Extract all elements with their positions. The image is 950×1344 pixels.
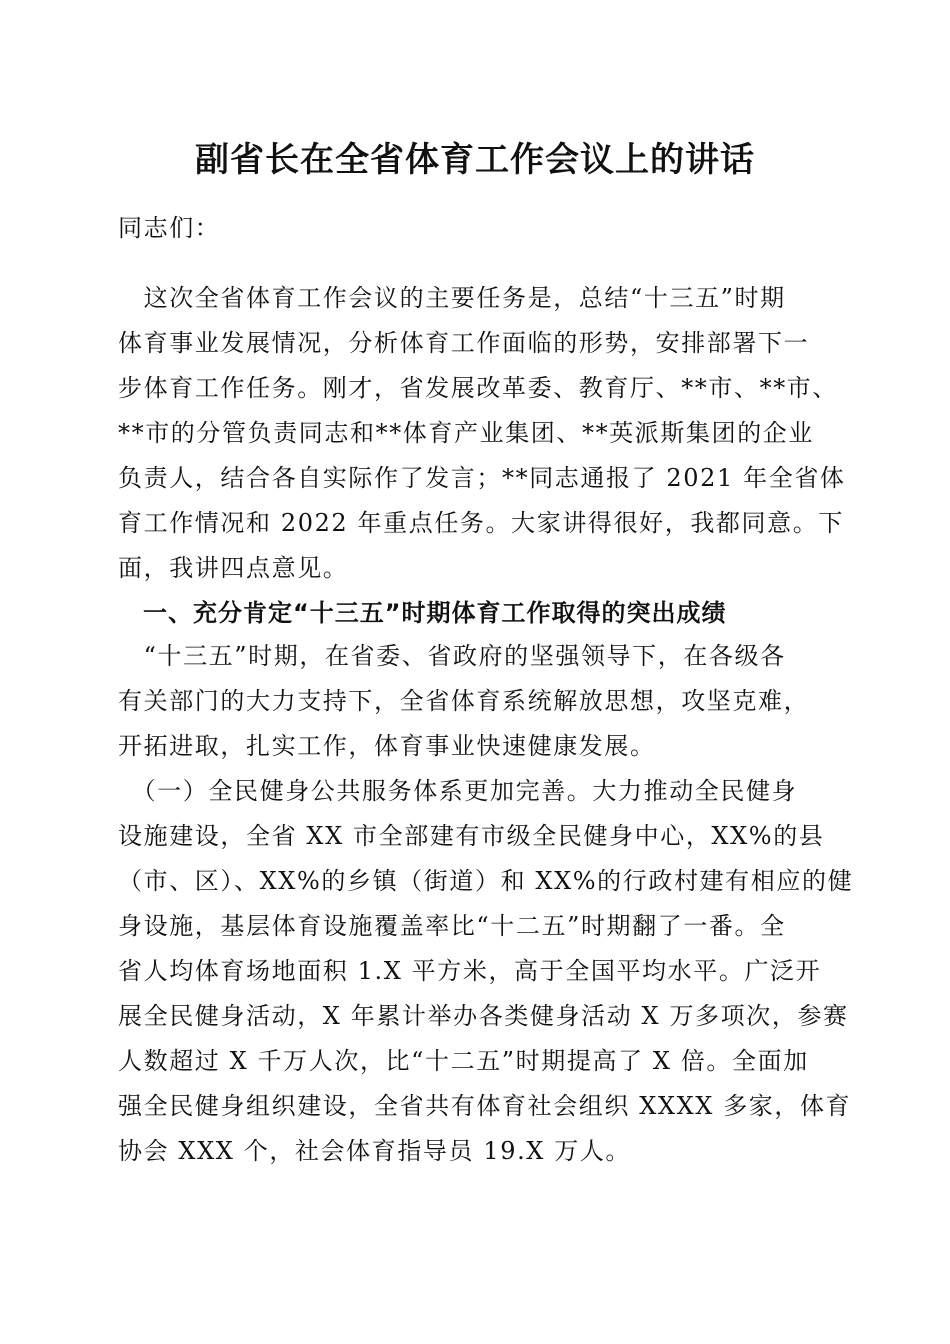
subsection-line: 展全民健身活动，X 年累计举办各类健身活动 X 万多项次，参赛 <box>118 1002 849 1030</box>
intro-line: 育工作情况和 2022 年重点任务。大家讲得很好，我都同意。下 <box>118 509 844 537</box>
section-line: 有关部门的大力支持下，全省体育系统解放思想，攻坚克难， <box>118 687 810 715</box>
subsection-line: 强全民健身组织建设，全省共有体育社会组织 XXXX 多家，体育 <box>118 1092 852 1120</box>
section-line: “十三五”时期，在省委、省政府的坚强领导下，在各级各 <box>118 642 786 670</box>
intro-line: 这次全省体育工作会议的主要任务是，总结“十三五”时期 <box>118 284 786 312</box>
subsection-line: 省人均体育场地面积 1.X 平方米，高于全国平均水平。广泛开 <box>118 957 822 985</box>
intro-line: 步体育工作任务。刚才，省发展改革委、教育厅、**市、**市、 <box>118 374 838 402</box>
subsection-line: 协会 XXX 个，社会体育指导员 19.X 万人。 <box>118 1137 632 1165</box>
salutation: 同志们： <box>118 214 221 242</box>
intro-line: **市的分管负责同志和**体育产业集团、**英派斯集团的企业 <box>118 419 814 447</box>
subsection-line: （一）全民健身公共服务体系更加完善。大力推动全民健身 <box>118 777 798 805</box>
subsection-line: 身设施，基层体育设施覆盖率比“十二五”时期翻了一番。全 <box>118 912 786 940</box>
section-line: 开拓进取，扎实工作，体育事业快速健康发展。 <box>118 732 656 760</box>
intro-line: 负责人，结合各自实际作了发言；**同志通报了 2021 年全省体 <box>118 464 846 492</box>
subsection-line: 人数超过 X 千万人次，比“十二五”时期提高了 X 倍。全面加 <box>118 1047 809 1075</box>
document-title: 副省长在全省体育工作会议上的讲话 <box>195 140 755 180</box>
section-heading: 一、充分肯定“十三五”时期体育工作取得的突出成绩 <box>118 599 727 627</box>
subsection-line: （市、区）、XX%的乡镇（街道）和 XX%的行政村建有相应的健 <box>118 867 854 895</box>
subsection-line: 设施建设，全省 XX 市全部建有市级全民健身中心，XX%的县 <box>118 822 825 850</box>
intro-line: 面，我讲四点意见。 <box>118 554 349 582</box>
intro-line: 体育事业发展情况，分析体育工作面临的形势，安排部署下一 <box>118 329 810 357</box>
